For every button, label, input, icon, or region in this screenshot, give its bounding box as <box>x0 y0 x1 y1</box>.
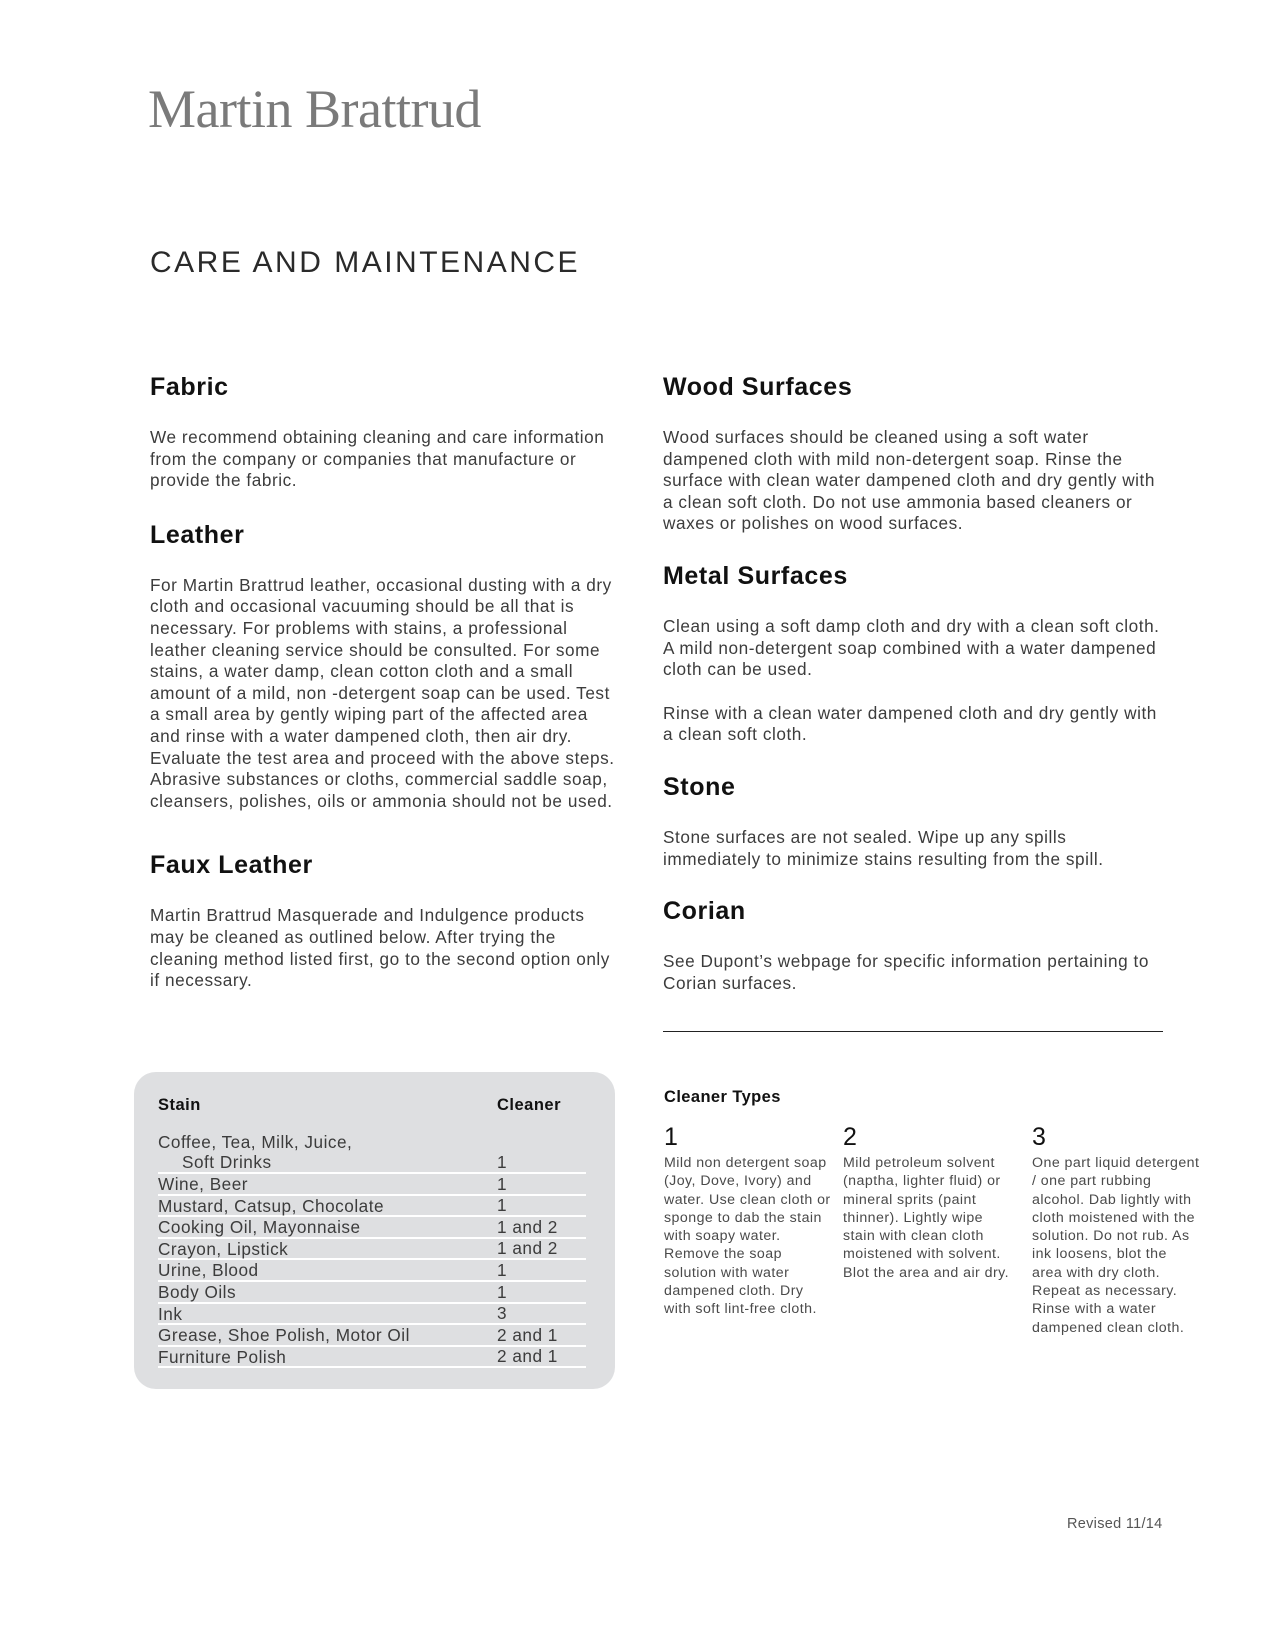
table-row <box>158 1239 586 1261</box>
stain-cell: Urine, Blood <box>158 1260 259 1281</box>
cleaner-type-number: 2 <box>843 1123 858 1151</box>
section-leather <box>150 520 620 813</box>
section-corian <box>663 896 1168 994</box>
page-title: CARE AND MAINTENANCE <box>150 246 581 279</box>
cleaner-type-description: Mild non detergent soap (Joy, Dove, Ivory) and water. Use clean cloth or sponge to dab the stain with soapy water. Remove the soap solution with water dampened cloth. Dry with soft lint-free cloth. <box>664 1155 831 1318</box>
section-faux-leather <box>150 850 620 991</box>
revision-note: Revised 11/14 <box>1067 1516 1163 1532</box>
section-body: For Martin Brattrud leather, occasional dusting with a dry cloth and occasional vacuuming should be all that is necessary. For problems with stains, a professional leather cleaning service should be consulted. For some stains, a water damp, clean cotton cloth and a small amount of a mild, non -detergent soap can be used. Test a small area by gently wiping part of the affected area and rinse with a water dampened cloth, then air dry. Evaluate the test area and proceed with the above steps. Abrasive substances or cloths, commercial saddle soap, cleansers, polishes, oils or ammonia should not be used. <box>150 574 615 811</box>
table-row <box>158 1196 586 1218</box>
stain-cell: Coffee, Tea, Milk, Juice, <box>158 1132 353 1152</box>
cleaner-type-number: 1 <box>664 1123 679 1151</box>
section-metal-surfaces <box>663 561 1168 746</box>
section-body: See Dupont’s webpage for specific information pertaining to Corian surfaces. <box>663 951 1149 993</box>
cleaner-type-3 <box>1032 1122 1200 1337</box>
stain-cell: Furniture Polish <box>158 1346 287 1367</box>
left-column <box>150 372 620 992</box>
stain-table-body <box>158 1132 586 1368</box>
table-row <box>158 1304 586 1326</box>
cleaner-cell: 1 <box>497 1281 508 1302</box>
stain-cell: Grease, Shoe Polish, Motor Oil <box>158 1325 410 1346</box>
stain-cell-continued: Soft Drinks <box>182 1152 272 1172</box>
section-stone <box>663 772 1168 870</box>
brand-logo: Martin Brattrud <box>148 79 481 139</box>
divider <box>663 1031 1163 1032</box>
cleaner-cell: 1 and 2 <box>497 1238 558 1259</box>
stain-cell: Wine, Beer <box>158 1174 249 1194</box>
table-row <box>158 1174 586 1196</box>
cleaner-cell: 2 and 1 <box>497 1324 558 1345</box>
section-fabric <box>150 372 620 492</box>
section-heading: Leather <box>150 520 245 549</box>
cleaner-type-description: One part liquid detergent / one part rubbing alcohol. Dab lightly with cloth moistened with the solution. Do not rub. As ink loosens, blot the area with dry cloth. Repeat as necessary. Rinse with a water dampened clean cloth. <box>1032 1155 1200 1336</box>
header-stain: Stain <box>158 1096 201 1114</box>
cleaner-cell: 1 <box>497 1195 508 1216</box>
table-row <box>158 1347 586 1369</box>
stain-cell: Cooking Oil, Mayonnaise <box>158 1217 361 1238</box>
stain-cell: Crayon, Lipstick <box>158 1238 289 1259</box>
section-body: Wood surfaces should be cleaned using a soft water dampened cloth with mild non-detergent soap. Rinse the surface with clean water dampened cloth and dry gently with a clean soft cloth. Do not use ammonia based cleaners or waxes or polishes on wood surfaces. <box>663 427 1155 534</box>
cleaner-cell: 1 <box>497 1152 508 1172</box>
cleaner-type-description: Mild petroleum solvent (naptha, lighter fluid) or mineral sprits (paint thinner). Lightly wipe stain with clean cloth moistened with solvent. Blot the area and air dry. <box>843 1155 1010 1281</box>
section-body: Rinse with a clean water dampened cloth and dry gently with a clean soft cloth. <box>663 702 1157 745</box>
section-heading: Metal Surfaces <box>663 561 848 590</box>
cleaner-type-2 <box>843 1122 1011 1282</box>
table-row <box>158 1217 586 1239</box>
table-row <box>158 1260 586 1282</box>
stain-cell: Mustard, Catsup, Chocolate <box>158 1195 385 1216</box>
cleaner-cell: 1 and 2 <box>497 1216 558 1237</box>
cleaner-cell: 2 and 1 <box>497 1346 558 1367</box>
section-body: Clean using a soft damp cloth and dry with a clean soft cloth. A mild non-detergent soap combined with a water dampened cloth can be used. <box>663 615 1160 680</box>
stain-table <box>134 1072 615 1389</box>
table-row <box>158 1325 586 1347</box>
section-heading: Wood Surfaces <box>663 373 853 401</box>
section-wood-surfaces <box>663 372 1168 535</box>
stain-cell: Ink <box>158 1303 183 1324</box>
cleaner-cell: 1 <box>497 1259 508 1280</box>
section-body: Martin Brattrud Masquerade and Indulgence products may be cleaned as outlined below. After trying the cleaning method listed first, go to the second option only if necessary. <box>150 905 610 991</box>
section-heading: Stone <box>663 772 736 801</box>
cleaner-types-title: Cleaner Types <box>664 1088 781 1106</box>
section-heading: Corian <box>663 897 746 926</box>
section-body: Stone surfaces are not sealed. Wipe up any spills immediately to minimize stains resulting from the spill. <box>663 826 1104 869</box>
cleaner-cell: 3 <box>497 1303 508 1324</box>
header-cleaner: Cleaner <box>497 1096 562 1114</box>
right-column <box>663 372 1168 994</box>
table-row <box>158 1282 586 1304</box>
section-body: We recommend obtaining cleaning and care information from the company or companies that manufacture or provide the fabric. <box>150 427 605 491</box>
cleaner-cell: 1 <box>497 1173 508 1194</box>
cleaner-type-1 <box>664 1122 832 1319</box>
cleaner-type-number: 3 <box>1032 1123 1047 1151</box>
stain-table-header <box>158 1096 591 1115</box>
section-heading: Faux Leather <box>150 851 313 880</box>
table-row <box>158 1132 586 1174</box>
stain-cell: Body Oils <box>158 1281 237 1302</box>
section-heading: Fabric <box>150 373 229 401</box>
